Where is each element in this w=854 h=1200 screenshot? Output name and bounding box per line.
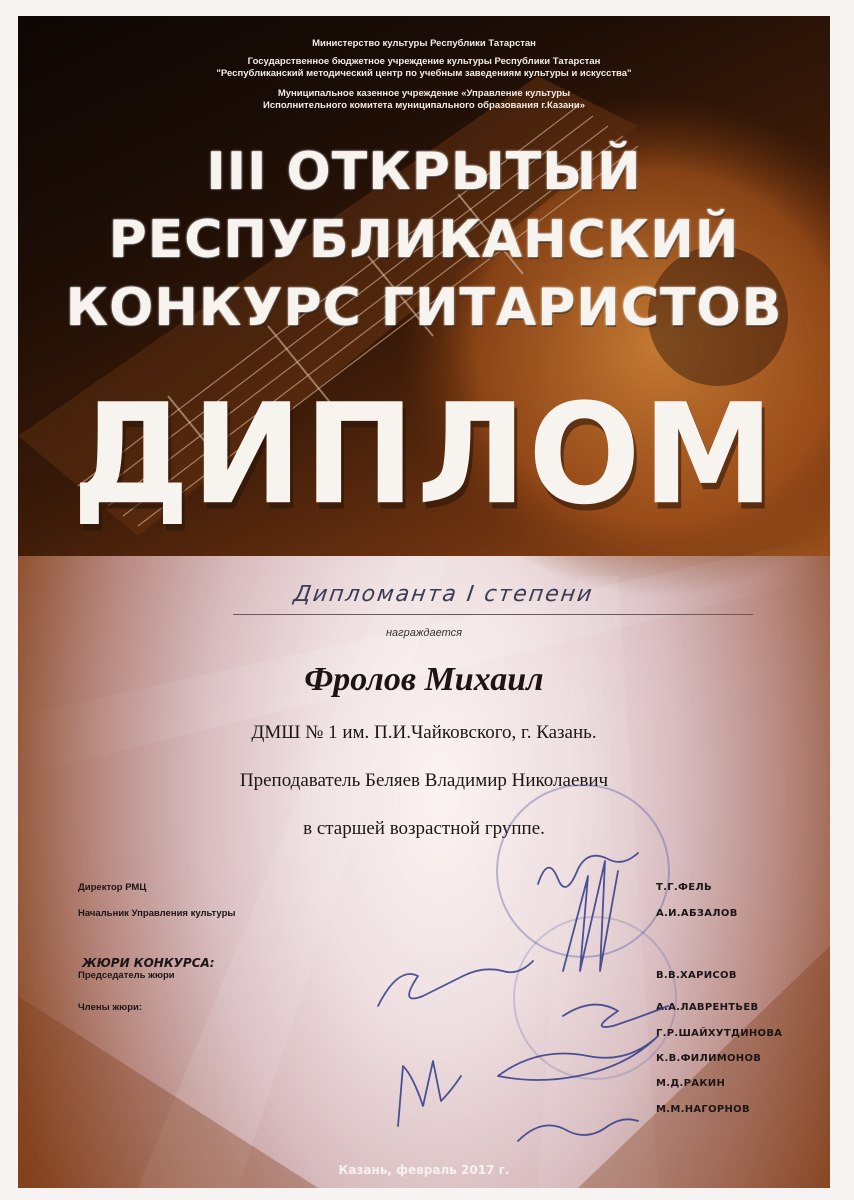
director-name: Т.Г.ФЕЛЬ [656,882,712,893]
teacher-line: Преподаватель Беляев Владимир Николаевич [239,770,609,791]
jury-member: М.М.НАГОРНОВ [656,1104,750,1115]
signature-member-4 [518,1119,638,1141]
municipal-line-2: Исполнительного комитета муниципального образования г.Казани» [263,100,585,111]
institution-line-1: Государственное бюджетное учреждение культуры Республики Татарстан [247,56,601,67]
signature-member-2 [498,1036,658,1080]
signature-member-1 [563,1005,668,1027]
director-label: Директор РМЦ [78,882,147,893]
signature-member-3 [398,1061,461,1126]
school-line: ДМШ № 1 им. П.И.Чайковского, г. Казань. [251,722,597,743]
jury-heading: ЖЮРИ КОНКУРСА: [82,956,215,970]
title-line-2: РЕСПУБЛИКАНСКИЙ [108,210,740,270]
institution-line-2: "Республиканский методический центр по учебным заведениям культуры и искусства" [216,68,632,79]
chair-label: Председатель жюри [78,970,175,981]
diplom-heading: ДИПЛОМ [72,374,776,536]
municipal-line-1: Муниципальное казенное учреждение «Управление культуры [277,88,571,99]
members-label: Члены жюри: [78,1002,143,1013]
chair-name: В.В.ХАРИСОВ [656,970,737,981]
diploma-frame [18,16,830,1188]
ministry-line: Министерство культуры Республики Татарстан [312,38,536,49]
jury-member: К.В.ФИЛИМОНОВ [656,1053,762,1064]
handwritten-signatures [18,16,830,1188]
head-label: Начальник Управления культуры [78,908,236,919]
jury-member: Г.Р.ШАЙХУТДИНОВА [656,1028,783,1039]
recipient-name: Фролов Михаил [304,661,544,698]
place-date: Казань, февраль 2017 г. [338,1163,510,1177]
signature-head [563,861,618,971]
awarded-label: награждается [385,627,462,639]
signature-chair [378,961,533,1006]
title-line-1: III ОТКРЫТЫЙ [206,142,642,202]
jury-member: М.Д.РАКИН [656,1078,726,1089]
jury-member: А.А.ЛАВРЕНТЬЕВ [656,1002,759,1013]
title-line-3: КОНКУРС ГИТАРИСТОВ [65,278,783,338]
degree-handwritten: Дипломанта I степени [292,582,596,607]
head-name: А.И.АБЗАЛОВ [656,908,738,919]
group-line: в старшей возрастной группе. [303,818,545,839]
